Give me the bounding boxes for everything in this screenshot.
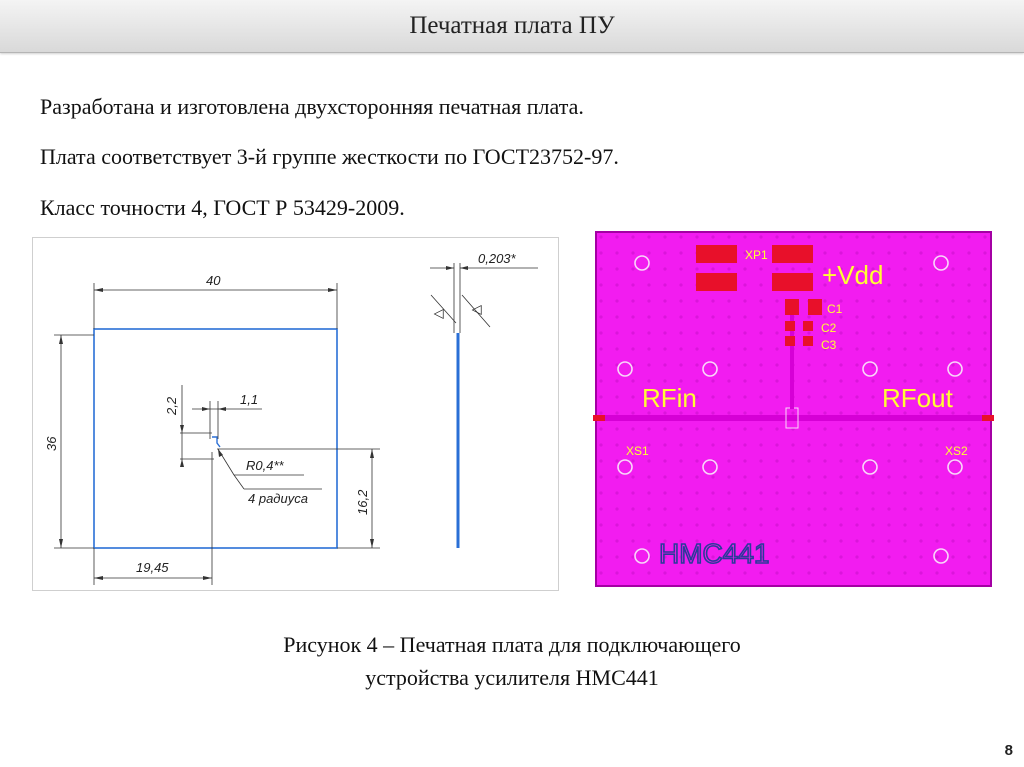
dim-radius-note: 4 радиуса xyxy=(248,491,308,506)
xp1-pad-4 xyxy=(772,273,813,291)
figure-caption-line-1: Рисунок 4 – Печатная плата для подключающего xyxy=(283,632,741,657)
slide-title: Печатная плата ПУ xyxy=(409,12,615,39)
body-line-3: Класс точности 4, ГОСТ Р 53429-2009. xyxy=(40,195,405,220)
figure-caption-line-2: устройства усилителя HMC441 xyxy=(365,665,659,690)
board-notch xyxy=(212,437,220,447)
label-c2: C2 xyxy=(821,321,837,335)
xp1-pad-3 xyxy=(772,245,813,263)
dim-width-label: 40 xyxy=(206,273,221,288)
drawing-frame xyxy=(33,238,559,591)
board-outline xyxy=(94,329,337,548)
label-c3: C3 xyxy=(821,338,837,352)
label-xs2: XS2 xyxy=(945,444,968,458)
dim-radius-label: R0,4** xyxy=(246,458,284,473)
xp1-pad-1 xyxy=(696,245,737,263)
label-chip: HMC441 xyxy=(659,538,770,569)
svg-text:△: △ xyxy=(468,305,483,315)
svg-text:△: △ xyxy=(430,309,445,319)
pcb-svg xyxy=(593,229,994,589)
label-xp1: XP1 xyxy=(745,248,768,262)
xp1-pad-2 xyxy=(696,273,737,291)
label-rfin: RFin xyxy=(642,383,697,413)
label-rfout: RFout xyxy=(882,383,953,413)
board-dimension-drawing xyxy=(32,237,559,591)
dim-thickness-label: 0,203* xyxy=(478,251,516,266)
body-line-2: Плата соответствует 3-й группе жесткости по ГОСТ23752-97. xyxy=(40,144,619,169)
dim-bottom-offset-label: 19,45 xyxy=(136,560,169,575)
title-bar xyxy=(0,0,1024,53)
body-line-1: Разработана и изготовлена двухсторонняя печатная плата. xyxy=(40,94,584,119)
dim-notch-w-label: 1,1 xyxy=(240,392,259,407)
page-number: 8 xyxy=(1004,742,1013,759)
dim-notch-h-label: 2,2 xyxy=(164,396,179,415)
dim-height-label: 36 xyxy=(44,436,59,451)
pcb-layout-image xyxy=(593,229,994,589)
dim-right-height-label: 16,2 xyxy=(355,489,370,515)
label-c1: C1 xyxy=(827,302,843,316)
drawing-svg xyxy=(32,237,559,591)
label-xs1: XS1 xyxy=(626,444,649,458)
label-vdd: +Vdd xyxy=(822,260,884,290)
